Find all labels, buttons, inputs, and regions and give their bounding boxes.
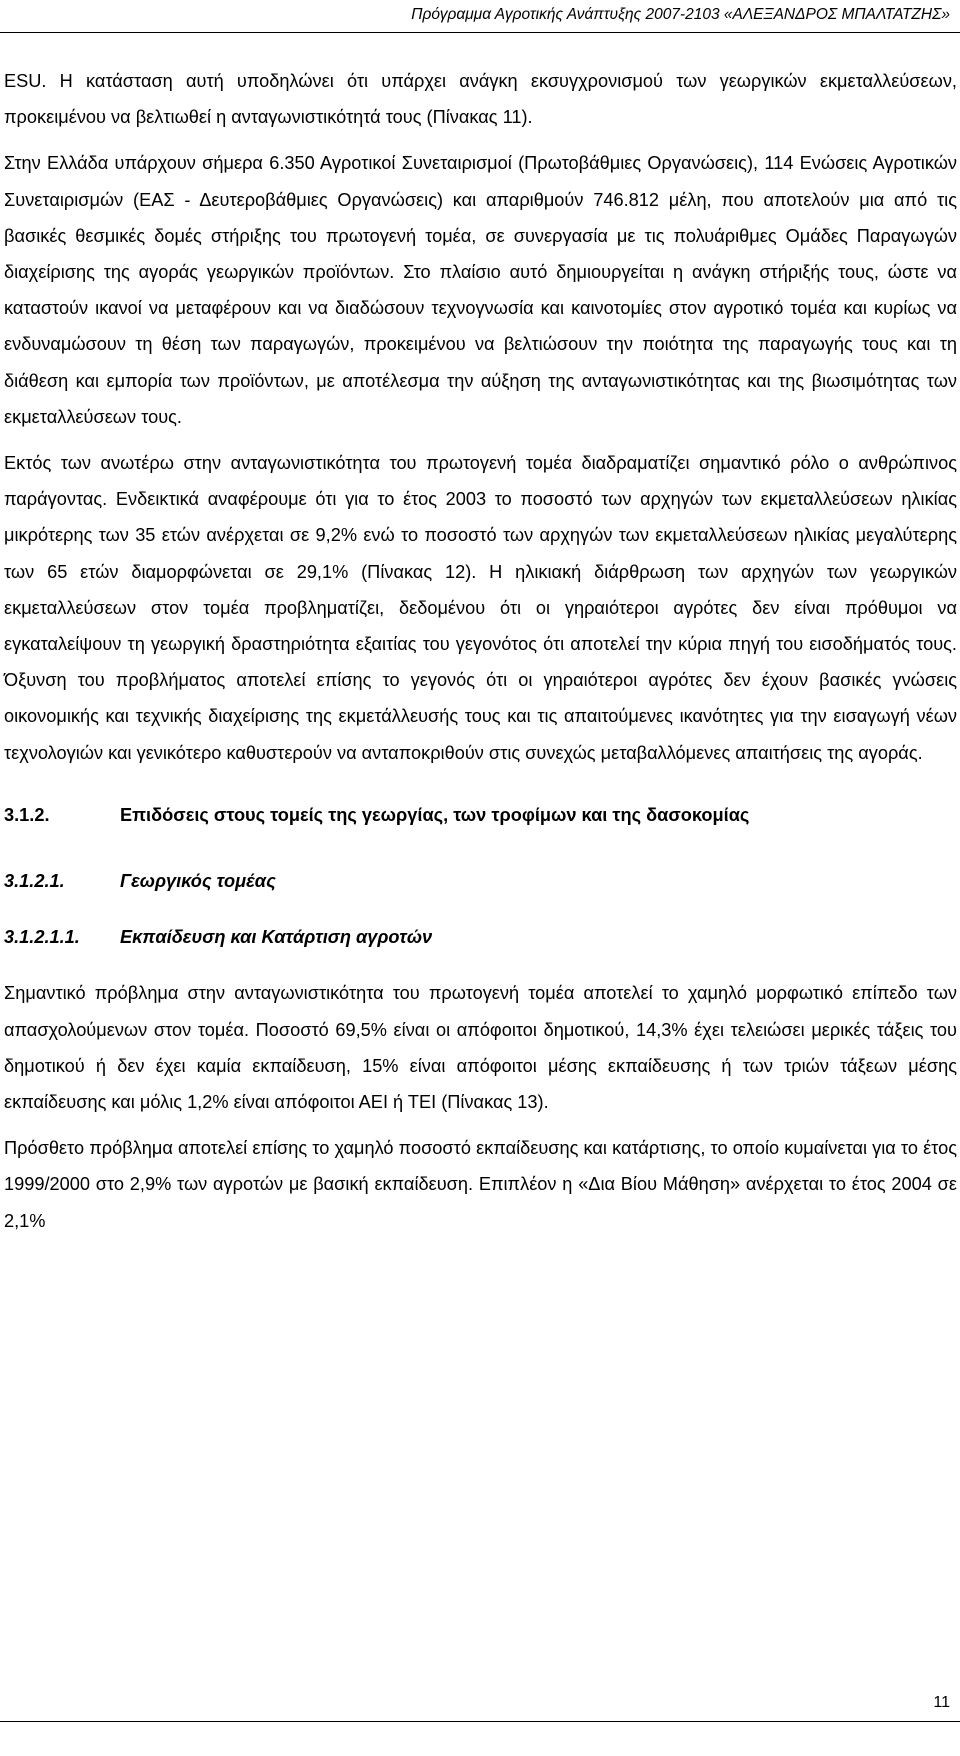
section-heading-3-1-2-1 [4, 863, 957, 899]
section-heading-3-1-2-1-1 [4, 919, 957, 955]
running-header: Πρόγραμμα Αγροτικής Ανάπτυξης 2007-2103 «ΑΛΕΞΑΝΔΡΟΣ ΜΠΑΛΤΑΤΖΗΣ» [411, 6, 950, 23]
section-title: Γεωργικός τομέας [120, 871, 276, 892]
section-heading-3-1-2 [4, 797, 957, 833]
paragraph-human-factor: Εκτός των ανωτέρω στην ανταγωνιστικότητα του πρωτογενή τομέα διαδραματίζει σημαντικό ρόλο ο ανθρώπινος παράγοντας. Ενδεικτικά αναφέρουμε ότι για το έτος 2003 το ποσοστό των αρχηγών των εκμεταλλεύσεων ηλικίας μικρότερης των 35 ετών ανέρχεται σε 9,2% ενώ το ποσοστό των αρχηγών των εκμεταλλεύσεων ηλικίας μεγαλύτερης των 65 ετών διαμορφώνεται σε 29,1% (Πίνακας 12). Η ηλικιακή διάρθρωση των αρχηγών των γεωργικών εκμεταλλεύσεων στον τομέα προβληματίζει, δεδομένου ότι οι γηραιότεροι αγρότες δεν είναι πρόθυμοι να εγκαταλείψουν τη γεωργική δραστηριότητα εξαιτίας του γεγονότος ότι αποτελεί την κύρια πηγή του εισοδήματός τους. Όξυνση του προβλήματος αποτελεί επίσης το γεγονός ότι οι γηραιότεροι αγρότες δεν έχουν βασικές γνώσεις οικονομικής και τεχνικής διαχείρισης της εκμετάλλευσής τους και τις απαιτούμενες ικανότητες για την εισαγωγή νέων τεχνολογιών και γενικότερο καθυστερούν να ανταποκριθούν στις συνεχώς μεταβαλλόμενες απαιτήσεις της αγοράς. [4, 453, 957, 763]
section-title: Εκπαίδευση και Κατάρτιση αγροτών [120, 927, 433, 948]
document-body [4, 63, 957, 1239]
section-number: 3.1.2. [4, 804, 50, 825]
footer-divider [0, 1721, 960, 1722]
paragraph-education-level: Σημαντικό πρόβλημα στην ανταγωνιστικότητα του πρωτογενή τομέα αποτελεί το χαμηλό μορφωτικό επίπεδο των απασχολούμενων στον τομέα. Ποσοστό 69,5% είναι οι απόφοιτοι δημοτικού, 14,3% έχει τελειώσει μερικές τάξεις του δημοτικού ή δεν έχει καμία εκπαίδευση, 15% είναι απόφοιτοι μέσης εκπαίδευσης ή των τριών τάξεων μέσης εκπαίδευσης και μόλις 1,2% είναι απόφοιτοι ΑΕΙ ή ΤΕΙ (Πίνακας 13). [4, 983, 957, 1113]
section-number: 3.1.2.1. [4, 871, 65, 892]
paragraph-cooperatives: Στην Ελλάδα υπάρχουν σήμερα 6.350 Αγροτικοί Συνεταιρισμοί (Πρωτοβάθμιες Οργανώσεις), 114 Ενώσεις Αγροτικών Συνεταιρισμών (ΕΑΣ - Δευτεροβάθμιες Οργανώσεις) και απαριθμούν 746.812 μέλη, που αποτελούν μια από τις βασικές θεσμικές δομές στήριξης του πρωτογενή τομέα, σε συνεργασία με τις πολυάριθμες Ομάδες Παραγωγών διαχείρισης της αγοράς γεωργικών προϊόντων. Στο πλαίσιο αυτό δημιουργείται η ανάγκη στήριξής τους, ώστε να καταστούν ικανοί να μεταφέρουν και να διαδώσουν τεχνογνωσία και καινοτομίες στον αγροτικό τομέα και κυρίως να ενδυναμώσουν τη θέση των παραγωγών, προκειμένου να βελτιώσουν την ποιότητα της παραγωγής τους και τη διάθεση και εμπορία των προϊόντων, με αποτέλεσμα την αύξηση της ανταγωνιστικότητας και της βιωσιμότητας των εκμεταλλεύσεων τους. [4, 153, 957, 427]
page-number: 11 [933, 1694, 950, 1711]
section-title: Επιδόσεις στους τομείς της γεωργίας, των τροφίμων και της δασοκομίας [120, 804, 750, 825]
paragraph-esu-modernisation: ESU. Η κατάσταση αυτή υποδηλώνει ότι υπάρχει ανάγκη εκσυγχρονισμού των γεωργικών εκμεταλλεύσεων, προκειμένου να βελτιωθεί η ανταγωνιστικότητά τους (Πίνακας 11). [4, 71, 957, 128]
paragraph-training-rate: Πρόσθετο πρόβλημα αποτελεί επίσης το χαμηλό ποσοστό εκπαίδευσης και κατάρτισης, το οποίο κυμαίνεται για το έτος 1999/2000 στο 2,9% των αγροτών με βασική εκπαίδευση. Επιπλέον η «Δια Βίου Μάθηση» ανέρχεται το έτος 2004 σε 2,1% [4, 1138, 957, 1231]
header-divider [0, 32, 960, 33]
section-number: 3.1.2.1.1. [4, 927, 80, 948]
